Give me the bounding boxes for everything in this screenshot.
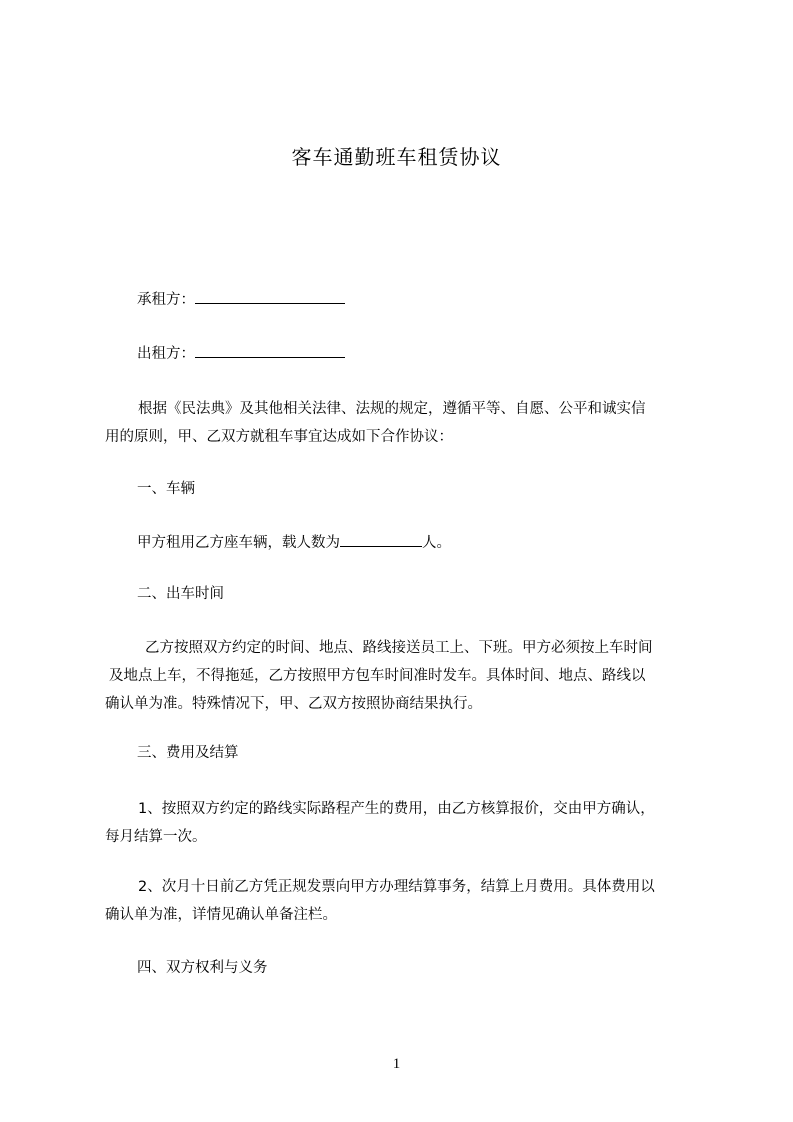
section-2-line-3: 确认单为准。特殊情况下，甲、乙双方按照协商结果执行。 [105,696,482,712]
section-3-item-2 [105,873,715,929]
section-1-text [137,529,747,557]
lessee-line [137,286,747,314]
section-3-item-2-line-1: 2、次月十日前乙方凭正规发票向甲方办理结算事务，结算上月费用。具体费用以 [138,879,655,895]
section-3-heading: 三、费用及结算 [137,745,239,761]
section-1-text-before: 甲方租用乙方座车辆，载人数为 [137,535,340,551]
section-3-item-1-line-1: 1、按照双方约定的路线实际路程产生的费用，由乙方核算报价，交由甲方确认， [138,801,655,817]
passenger-count-blank [340,532,422,547]
section-2-heading: 二、出车时间 [137,586,224,602]
lessor-line [137,340,747,368]
section-3-item-2-line-2: 确认单为准，详情见确认单备注栏。 [105,907,337,923]
section-1-heading: 一、车辆 [137,481,195,497]
lessor-blank [195,343,345,358]
page-number: 1 [392,1056,401,1072]
section-4-heading: 四、双方权利与义务 [137,960,268,976]
section-2-paragraph [105,634,715,718]
section-3-item-1-line-2: 每月结算一次。 [105,829,207,845]
lessor-label: 出租方： [137,346,195,362]
section-2-line-1: 乙方按照双方约定的时间、地点、路线接送员工上、下班。甲方必须按上车时间 [145,640,653,656]
lessee-blank [195,289,345,304]
intro-line-2: 用的原则，甲、乙双方就租车事宜达成如下合作协议： [105,429,453,445]
section-3-item-1 [105,795,715,851]
section-2-line-2: 及地点上车，不得拖延，乙方按照甲方包车时间准时发车。具体时间、地点、路线以 [109,668,646,684]
intro-line-1: 根据《民法典》及其他相关法律、法规的规定，遵循平等、自愿、公平和诚实信 [138,401,646,417]
lessee-label: 承租方： [137,292,195,308]
intro-paragraph [105,395,715,451]
section-1-text-after: 人。 [422,535,451,551]
document-title: 客车通勤班车租赁协议 [291,145,502,169]
